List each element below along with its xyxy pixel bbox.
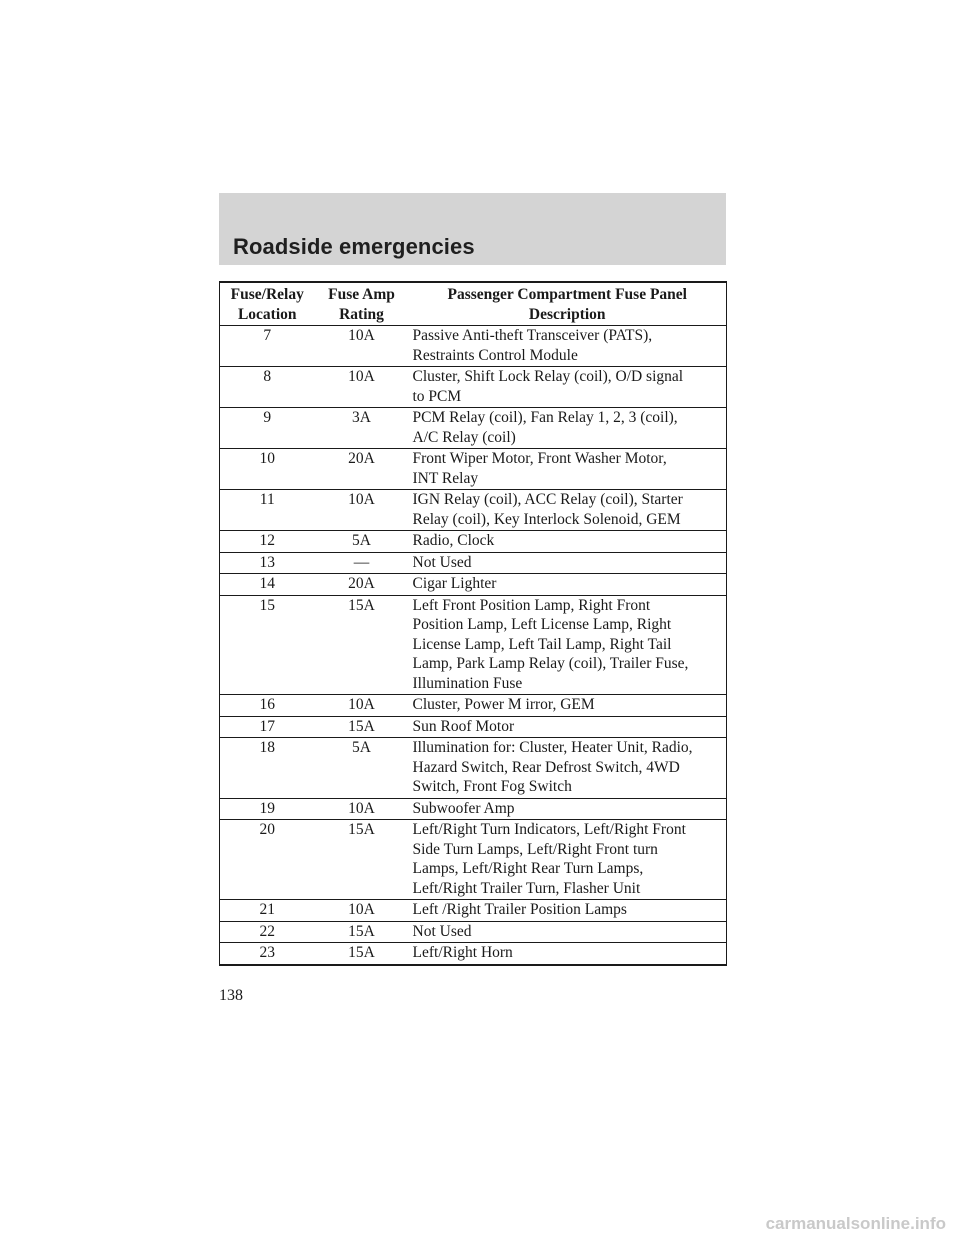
amp-rating-cell: 10A — [315, 695, 409, 717]
amp-rating-cell: 10A — [315, 326, 409, 367]
amp-rating-cell: 10A — [315, 798, 409, 820]
table-row — [220, 574, 727, 596]
description-cell: Left/Right Horn — [412, 944, 513, 961]
header-fuse-amp-rating: Fuse Amp Rating — [315, 282, 409, 326]
fuse-location-cell: 7 — [220, 326, 315, 367]
table-row — [220, 552, 727, 574]
description-cell: Sun Roof Motor — [409, 716, 727, 738]
description-cell: Front Wiper Motor, Front Washer Motor, INT Relay — [409, 449, 727, 490]
fuse-location-cell: 21 — [220, 900, 315, 922]
amp-rating-cell: 15A — [315, 716, 409, 738]
amp-rating-cell: 20A — [315, 449, 409, 490]
table-row — [220, 921, 727, 943]
description-cell: Left Front Position Lamp, Right Front Position Lamp, Left License Lamp, Right License Lamp, Left Tail Lamp, Right Tail Lamp, Park Lamp Relay (coil), Trailer Fuse, Illumination Fuse — [409, 595, 727, 695]
fuse-location-cell: 17 — [220, 716, 315, 738]
fuse-location-cell: 12 — [220, 531, 315, 553]
amp-rating-cell: 15A — [348, 944, 375, 961]
table-row — [220, 820, 727, 900]
description-cell: Left /Right Trailer Position Lamps — [409, 900, 727, 922]
amp-rating-cell: 15A — [315, 595, 409, 695]
description-cell: PCM Relay (coil), Fan Relay 1, 2, 3 (coil), A/C Relay (coil) — [409, 408, 727, 449]
table-row — [220, 490, 727, 531]
amp-rating-cell: 10A — [315, 490, 409, 531]
fuse-location-cell: 19 — [220, 798, 315, 820]
table-row — [220, 900, 727, 922]
amp-rating-cell: 3A — [315, 408, 409, 449]
description-cell: Cigar Lighter — [409, 574, 727, 596]
header-description: Passenger Compartment Fuse Panel Description — [409, 282, 727, 326]
description-cell: Not Used — [409, 921, 727, 943]
fuse-table-body — [220, 326, 727, 965]
description-cell: Cluster, Shift Lock Relay (coil), O/D signal to PCM — [409, 367, 727, 408]
fuse-location-cell: 8 — [220, 367, 315, 408]
fuse-location-cell: 11 — [220, 490, 315, 531]
table-row — [220, 449, 727, 490]
description-cell: Cluster, Power M irror, GEM — [409, 695, 727, 717]
page-number: 138 — [219, 987, 243, 1004]
amp-rating-cell: — — [315, 552, 409, 574]
table-row — [220, 738, 727, 799]
table-row — [220, 943, 727, 965]
table-row — [220, 531, 727, 553]
description-cell: Passive Anti-theft Transceiver (PATS), Restraints Control Module — [409, 326, 727, 367]
fuse-location-cell: 10 — [220, 449, 315, 490]
description-cell: Not Used — [409, 552, 727, 574]
table-row — [220, 695, 727, 717]
description-cell: Subwoofer Amp — [409, 798, 727, 820]
table-header-row — [220, 282, 727, 326]
table-row — [220, 367, 727, 408]
fuse-location-cell: 15 — [220, 595, 315, 695]
section-title: Roadside emergencies — [233, 234, 475, 259]
fuse-location-cell: 18 — [220, 738, 315, 799]
table-row — [220, 716, 727, 738]
fuse-location-cell: 14 — [220, 574, 315, 596]
description-cell: Left/Right Turn Indicators, Left/Right Front Side Turn Lamps, Left/Right Front turn Lamps, Left/Right Rear Turn Lamps, Left/Right Trailer Turn, Flasher Unit — [409, 820, 727, 900]
amp-rating-cell: 10A — [315, 900, 409, 922]
fuse-location-cell: 20 — [220, 820, 315, 900]
amp-rating-cell: 5A — [315, 531, 409, 553]
amp-rating-cell: 5A — [315, 738, 409, 799]
amp-rating-cell: 10A — [315, 367, 409, 408]
fuse-location-cell: 23 — [259, 944, 275, 961]
fuse-location-cell: 16 — [220, 695, 315, 717]
amp-rating-cell: 15A — [315, 820, 409, 900]
fuse-table — [219, 281, 727, 966]
table-row — [220, 326, 727, 367]
fuse-location-cell: 9 — [220, 408, 315, 449]
fuse-location-cell: 22 — [220, 921, 315, 943]
table-row — [220, 798, 727, 820]
header-fuse-relay-location: Fuse/Relay Location — [220, 282, 315, 326]
table-row — [220, 595, 727, 695]
amp-rating-cell: 20A — [315, 574, 409, 596]
watermark: carmanualsonline.info — [765, 1214, 946, 1233]
fuse-location-cell: 13 — [220, 552, 315, 574]
description-cell: IGN Relay (coil), ACC Relay (coil), Starter Relay (coil), Key Interlock Solenoid, GEM — [409, 490, 727, 531]
description-cell: Radio, Clock — [409, 531, 727, 553]
description-cell: Illumination for: Cluster, Heater Unit, Radio, Hazard Switch, Rear Defrost Switch, 4WD Switch, Front Fog Switch — [409, 738, 727, 799]
table-row — [220, 408, 727, 449]
amp-rating-cell: 15A — [315, 921, 409, 943]
